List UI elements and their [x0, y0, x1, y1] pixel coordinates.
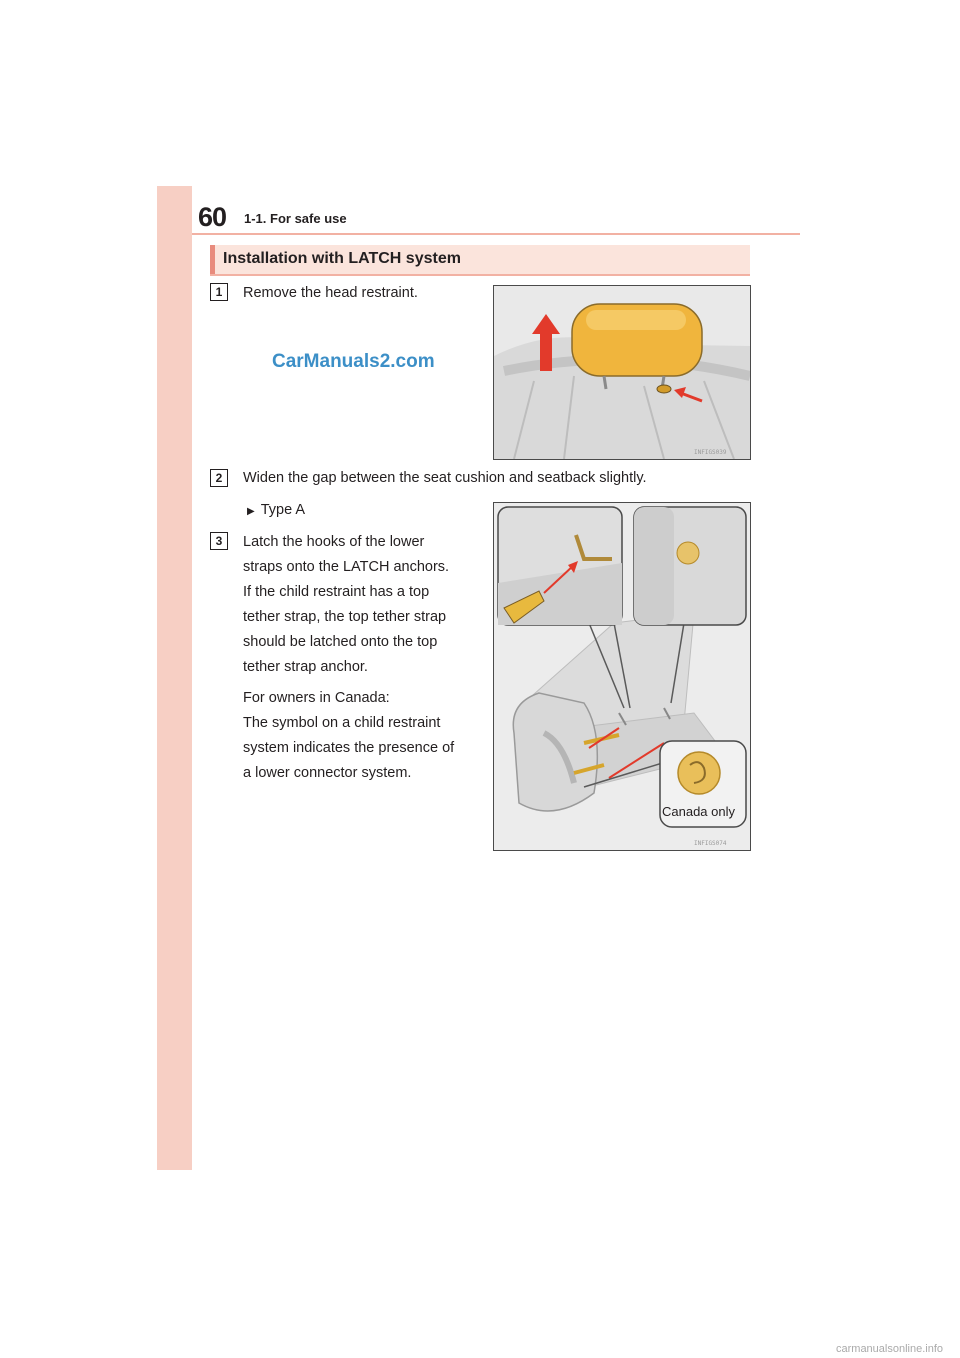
section-heading-bar: [210, 245, 750, 276]
type-a-label: Type A: [260, 502, 306, 518]
chapter-label: 1-1. For safe use: [244, 211, 347, 226]
page-number: 60: [198, 202, 227, 232]
header-rule: [192, 233, 800, 235]
canada-note-line: system indicates the presence of: [243, 740, 455, 756]
step-number-2: 2: [210, 469, 228, 487]
step-3-line: If the child restraint has a top: [243, 584, 430, 600]
step-number-1: 1: [210, 283, 228, 301]
step-3-line: tether strap, the top tether strap: [243, 609, 447, 625]
side-color-band: [157, 186, 192, 1170]
figure-code-1: INFIGS039: [694, 449, 727, 456]
figure-code-2: INFIGS074: [694, 840, 727, 847]
footer-watermark: carmanualsonline.info: [836, 1343, 944, 1355]
section-title: Installation with LATCH system: [223, 250, 461, 267]
type-label: [247, 498, 305, 524]
step-3-text: [243, 530, 465, 680]
step-2-text: Widen the gap between the seat cushion and seatback slightly.: [243, 470, 647, 486]
section-accent: [210, 245, 215, 274]
canada-only-label: Canada only: [662, 804, 735, 819]
canada-note-line: a lower connector system.: [243, 765, 412, 781]
latch-installation-illustration: [494, 503, 750, 850]
triangle-bullet-icon: ▶: [247, 506, 255, 517]
head-restraint-illustration: [494, 286, 750, 459]
canada-note-line: For owners in Canada:: [243, 690, 390, 706]
step-number-3: 3: [210, 532, 228, 550]
canada-note-line: The symbol on a child restraint: [243, 715, 441, 731]
step-3-line: Latch the hooks of the lower: [243, 534, 425, 550]
step-1-text: Remove the head restraint.: [243, 285, 418, 301]
watermark: CarManuals2.com: [272, 351, 435, 372]
step-3-line: straps onto the LATCH anchors.: [243, 559, 450, 575]
latch-installation-figure: [493, 502, 751, 851]
step-3-line: tether strap anchor.: [243, 659, 368, 675]
step-3-line: should be latched onto the top: [243, 634, 438, 650]
head-restraint-figure: [493, 285, 751, 460]
canada-note: [243, 686, 465, 786]
